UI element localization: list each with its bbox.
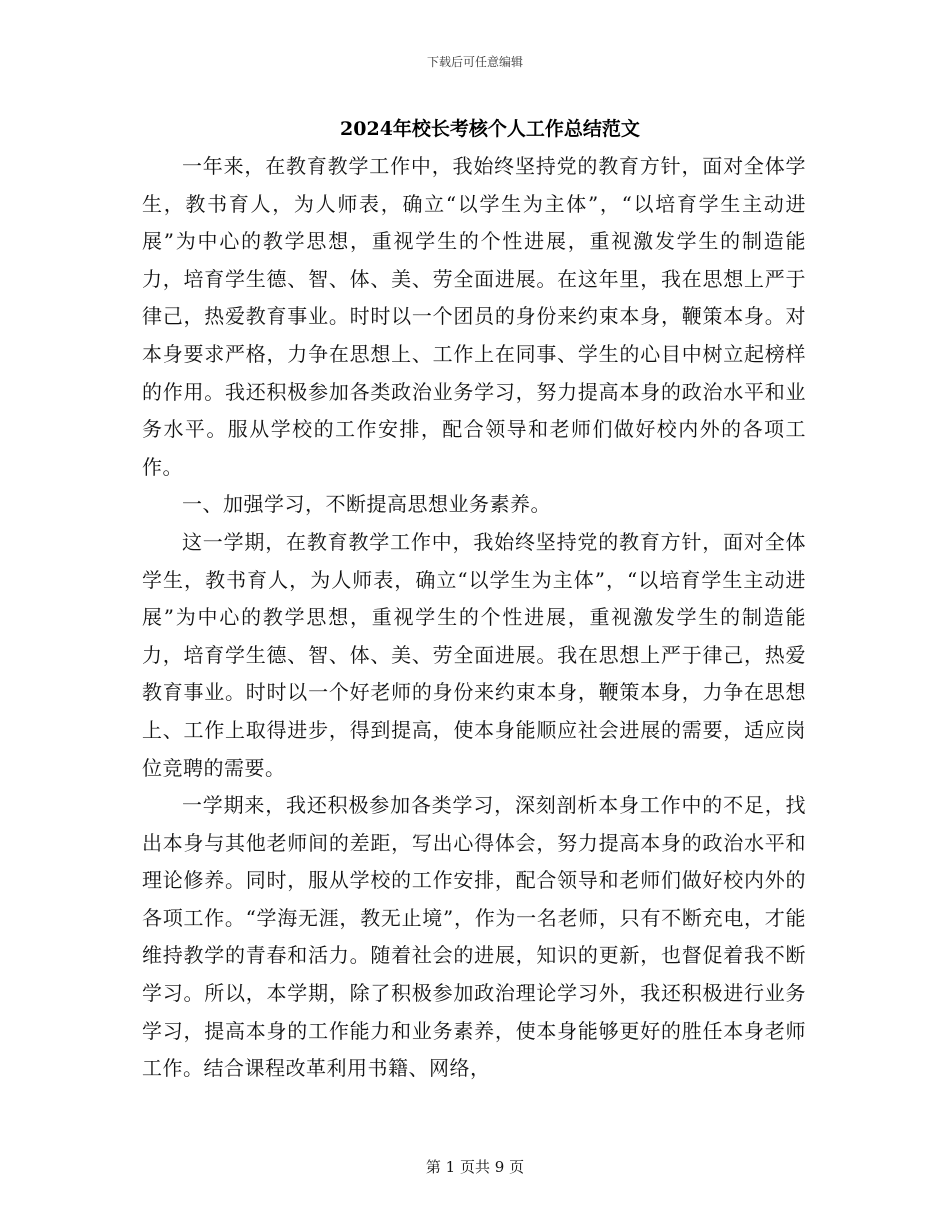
document-title: 2024年校长考核个人工作总结范文: [340, 118, 640, 140]
section-heading-1: 一、加强学习，不断提高思想业务素养。: [182, 492, 551, 517]
paragraph-semester: 这一学期，在教育教学工作中，我始终坚持党的教育方针，面对全体学生，教书育人，为人师表，确立“以学生为主体”，“以培育学生主动进展”为中心的教学思想，重视学生的个性进展，重视激发学生的制造能力，培育学生德、智、体、美、劳全面进展。我在思想上严于律己，热爱教育事业。时时以一个好老师的身份来约束本身，鞭策本身，力争在思想上、工作上取得进步，得到提高，使本身能顺应社会进展的需要，适应岗位竞聘的需要。: [142, 529, 806, 780]
paragraph-learning: 一学期来，我还积极参加各类学习，深刻剖析本身工作中的不足，找出本身与其他老师间的差距，写出心得体会，努力提高本身的政治水平和理论修养。同时，服从学校的工作安排，配合领导和老师们做好校内外的各项工作。“学海无涯，教无止境”，作为一名老师，只有不断充电，才能维持教学的青春和活力。随着社会的进展，知识的更新，也督促着我不断学习。所以，本学期，除了积极参加政治理论学习外，我还积极进行业务学习，提高本身的工作能力和业务素养，使本身能够更好的胜任本身老师工作。结合课程改革利用书籍、网络，: [142, 793, 806, 1081]
paragraph-intro: 一年来，在教育教学工作中，我始终坚持党的教育方针，面对全体学生，教书育人，为人师表，确立“以学生为主体”，“以培育学生主动进展”为中心的教学思想，重视学生的个性进展，重视激发学生的制造能力，培育学生德、智、体、美、劳全面进展。在这年里，我在思想上严于律己，热爱教育事业。时时以一个团员的身份来约束本身，鞭策本身。对本身要求严格，力争在思想上、工作上在同事、学生的心目中树立起榜样的作用。我还积极参加各类政治业务学习，努力提高本身的政治水平和业务水平。服从学校的工作安排，配合领导和老师们做好校内外的各项工作。: [142, 154, 806, 479]
page-header-note: 下载后可任意编辑: [426, 55, 523, 69]
page-number: 第 1 页共 9 页: [425, 1158, 525, 1176]
document-body: [142, 148, 806, 1088]
